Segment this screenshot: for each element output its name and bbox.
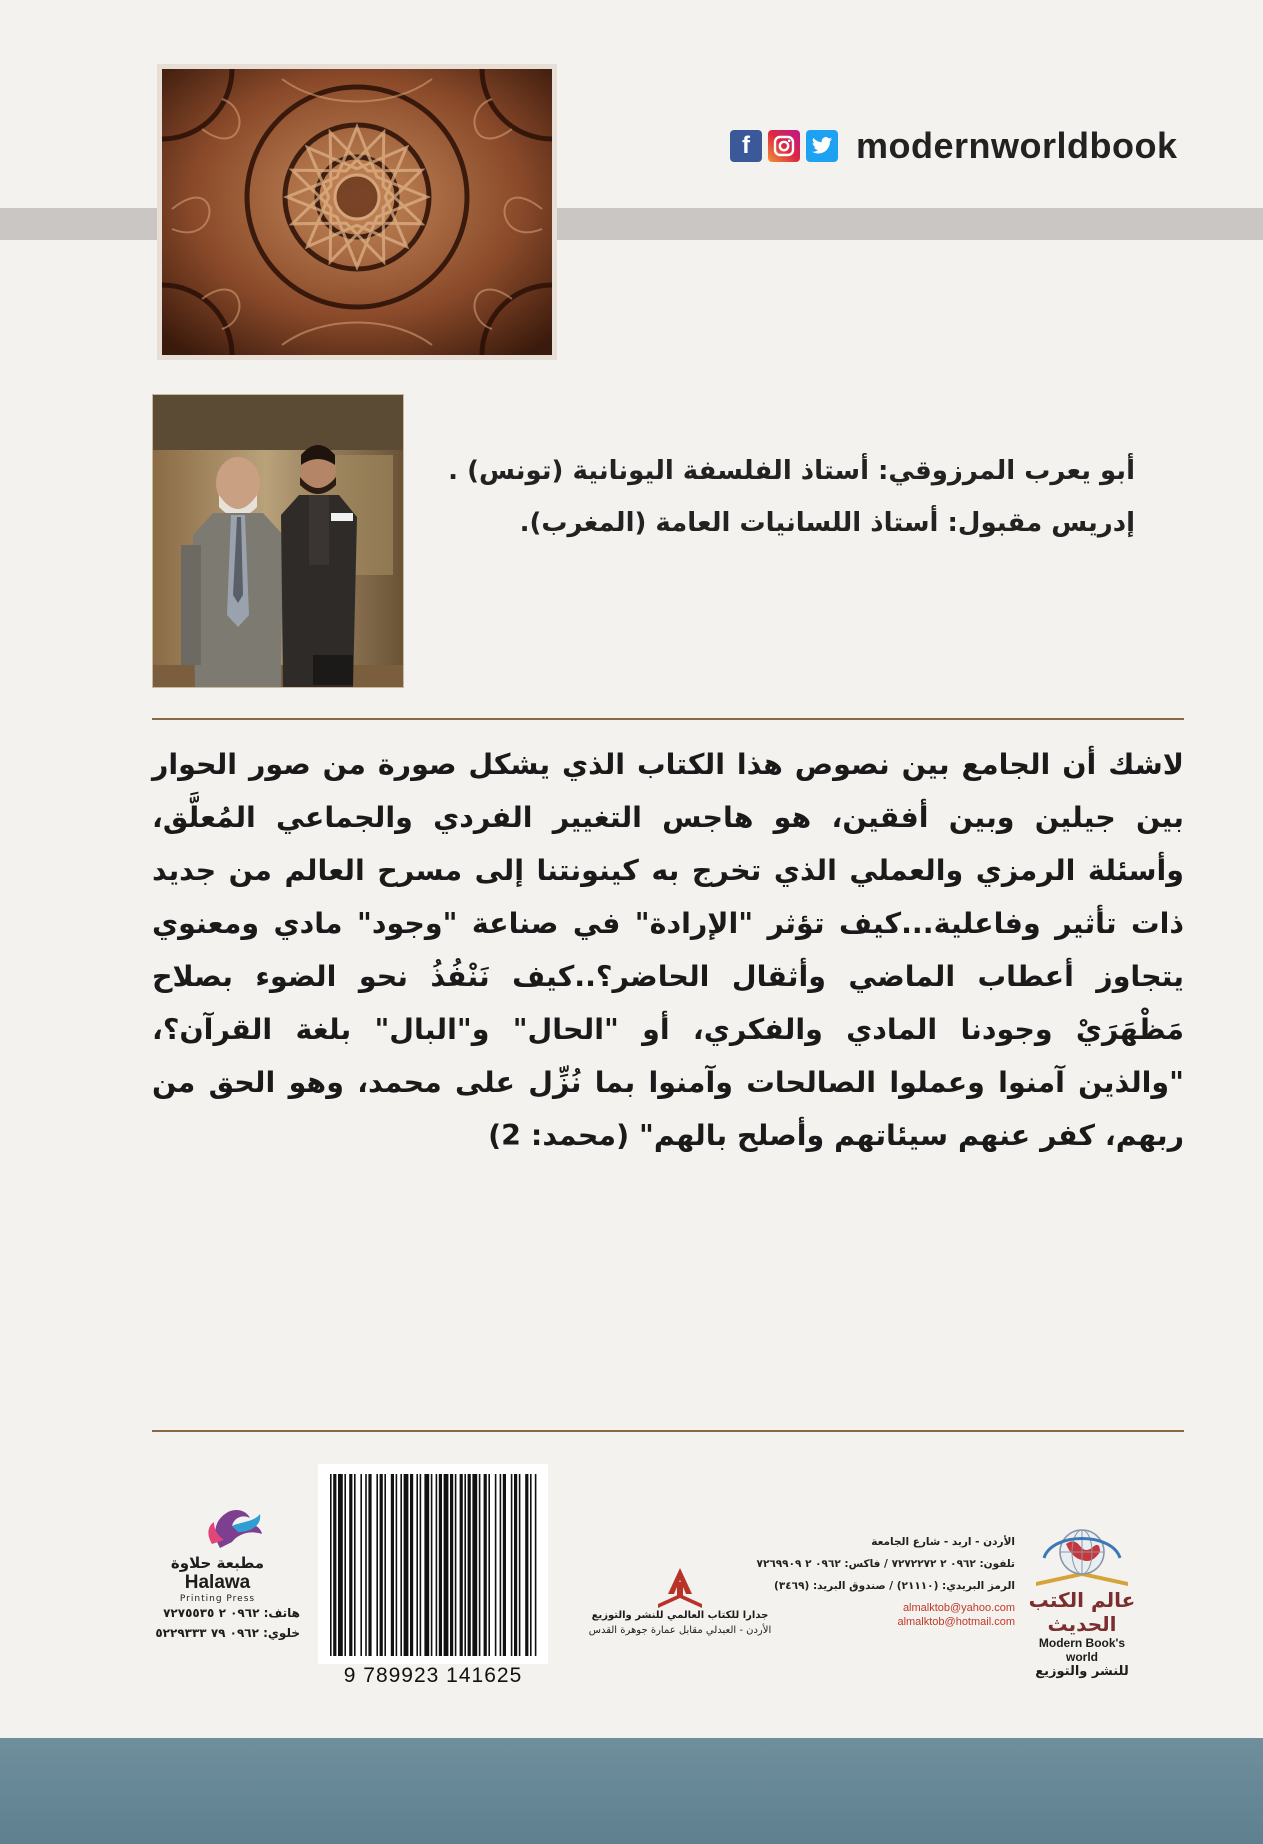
barcode-bar — [384, 1474, 386, 1656]
divider-bottom — [152, 1430, 1184, 1432]
distributor-name: جدارا للكتاب العالمي للنشر والتوزيع — [591, 1610, 769, 1621]
printer-mobile: خلوي: ٠٩٦٢ ٧٩ ٥٢٢٩٣٣٣ — [155, 1626, 300, 1640]
barcode-bar — [400, 1474, 402, 1656]
barcode-bar — [420, 1474, 422, 1656]
barcode-bar — [525, 1474, 528, 1656]
printer-name-arabic: مطبعة حلاوة — [170, 1554, 265, 1572]
barcode-bar — [380, 1474, 383, 1656]
publisher-email-2[interactable]: almalktob@hotmail.com — [897, 1616, 1015, 1628]
publisher-logo — [1022, 1524, 1142, 1679]
ornament-artwork — [157, 64, 557, 360]
barcode-bar — [333, 1474, 336, 1656]
printer-name-latin: Halawa — [184, 1572, 251, 1593]
publisher-name-arabic: عالم الكتب الحديث — [1028, 1588, 1136, 1636]
barcode-bar — [519, 1474, 521, 1656]
author-line-1: أبو يعرب المرزوقي: أستاذ الفلسفة اليونانية (تونس) . — [448, 456, 1135, 486]
barcode-bar — [404, 1474, 409, 1656]
barcode-bar — [354, 1474, 356, 1656]
distributor-emblem-icon — [650, 1564, 710, 1610]
publisher-address: الأردن - اربد - شارع الجامعة — [871, 1536, 1015, 1548]
barcode-bar — [464, 1474, 466, 1656]
printer-emblem-icon — [150, 1504, 285, 1552]
back-cover-blurb: لاشك أن الجامع بين نصوص هذا الكتاب الذي يشكل صورة من صور الحوار بين جيلين وبين أفقين، هو هاجس التغيير الفردي والجماعي المُعلَّق، وأسئلة الرمزي والعملي الذي تخرج به كينونتنا إلى مسرح العالم من جديد ذات تأثير وفاعلية...كيف تؤثر "الإرادة" في صناعة "وجود" مادي ومعنوي يتجاوز أعطاب الماضي وأثقال الحاضر؟..كيف نَنْفُذُ نحو الضوء بصلاح مَظْهَرَيْ وجودنا المادي والفكري، أو "الحال" و"البال" بلغة القرآن؟، "والذين آمنوا وعملوا الصالحات وآمنوا بما نُزِّل على محمد، وهو الحق من ربهم، كفر عنهم سيئاتهم وأصلح بالهم" (محمد: 2) — [152, 748, 1184, 1152]
barcode-bar — [514, 1474, 517, 1656]
barcode-bar — [410, 1474, 413, 1656]
globe-book-icon — [1022, 1524, 1142, 1586]
barcode-bar — [338, 1474, 343, 1656]
divider-top — [152, 718, 1184, 720]
barcode-bar — [424, 1474, 429, 1656]
barcode-bar — [416, 1474, 418, 1656]
bottom-blue-band — [0, 1738, 1263, 1844]
barcode-bar — [503, 1474, 506, 1656]
barcode-bar — [439, 1474, 442, 1656]
facebook-icon: f — [730, 130, 762, 162]
social-media-line — [730, 126, 1178, 166]
distributor-address: الأردن - العبدلي مقابل عمارة جوهرة القدس — [588, 1625, 772, 1636]
barcode-bar — [500, 1474, 502, 1656]
authors-photo — [152, 394, 404, 688]
instagram-icon — [768, 130, 800, 162]
publisher-contact — [756, 1536, 1015, 1630]
barcode-bar — [436, 1474, 438, 1656]
social-handle: modernworldbook — [856, 125, 1178, 166]
publisher-tagline: للنشر والتوزيع — [1035, 1664, 1129, 1679]
barcode-bar — [535, 1474, 537, 1656]
barcode-bar — [360, 1474, 362, 1656]
barcode-bar — [472, 1474, 477, 1656]
barcode-bar — [376, 1474, 378, 1656]
barcode-bar — [391, 1474, 394, 1656]
barcode-bar — [330, 1474, 332, 1656]
barcode-bar — [495, 1474, 497, 1656]
barcode-bar — [450, 1474, 453, 1656]
barcode-bar — [511, 1474, 513, 1656]
printer-logo — [150, 1504, 285, 1604]
author-line-2: إدريس مقبول: أستاذ اللسانيات العامة (المغرب). — [519, 508, 1135, 538]
barcode-bar — [444, 1474, 449, 1656]
barcode-bar — [468, 1474, 471, 1656]
publisher-postal: الرمز البريدي: (٢١١١٠) / صندوق البريد: (٣٤٦٩) — [774, 1580, 1015, 1592]
barcode-bar — [455, 1474, 457, 1656]
distributor-logo — [585, 1564, 775, 1636]
publisher-phone-fax: تلفون: ٠٩٦٢ ٢ ٧٢٧٢٢٧٢ / فاكس: ٠٩٦٢ ٢ ٧٢٦٩٩٠٩ — [756, 1558, 1015, 1570]
printer-phone: هاتف: ٠٩٦٢ ٢ ٧٢٧٥٥٣٥ — [163, 1606, 300, 1620]
barcode-bar — [368, 1474, 371, 1656]
barcode-bar — [396, 1474, 398, 1656]
barcode-bar — [365, 1474, 367, 1656]
barcode-bar — [349, 1474, 352, 1656]
barcode-bar — [484, 1474, 487, 1656]
barcode-bar — [479, 1474, 481, 1656]
barcode-bar — [344, 1474, 346, 1656]
printer-subtitle: Printing Press — [179, 1594, 256, 1604]
publisher-email-1[interactable]: almalktob@yahoo.com — [902, 1602, 1015, 1614]
twitter-icon — [806, 130, 838, 162]
publisher-name-latin: Modern Book's world — [1038, 1636, 1126, 1664]
barcode-bar — [488, 1474, 490, 1656]
barcode-bar — [460, 1474, 463, 1656]
barcode-bar — [431, 1474, 433, 1656]
barcode-bar — [530, 1474, 532, 1656]
barcode — [318, 1464, 548, 1664]
isbn-number: 9 789923 141625 — [343, 1664, 523, 1687]
